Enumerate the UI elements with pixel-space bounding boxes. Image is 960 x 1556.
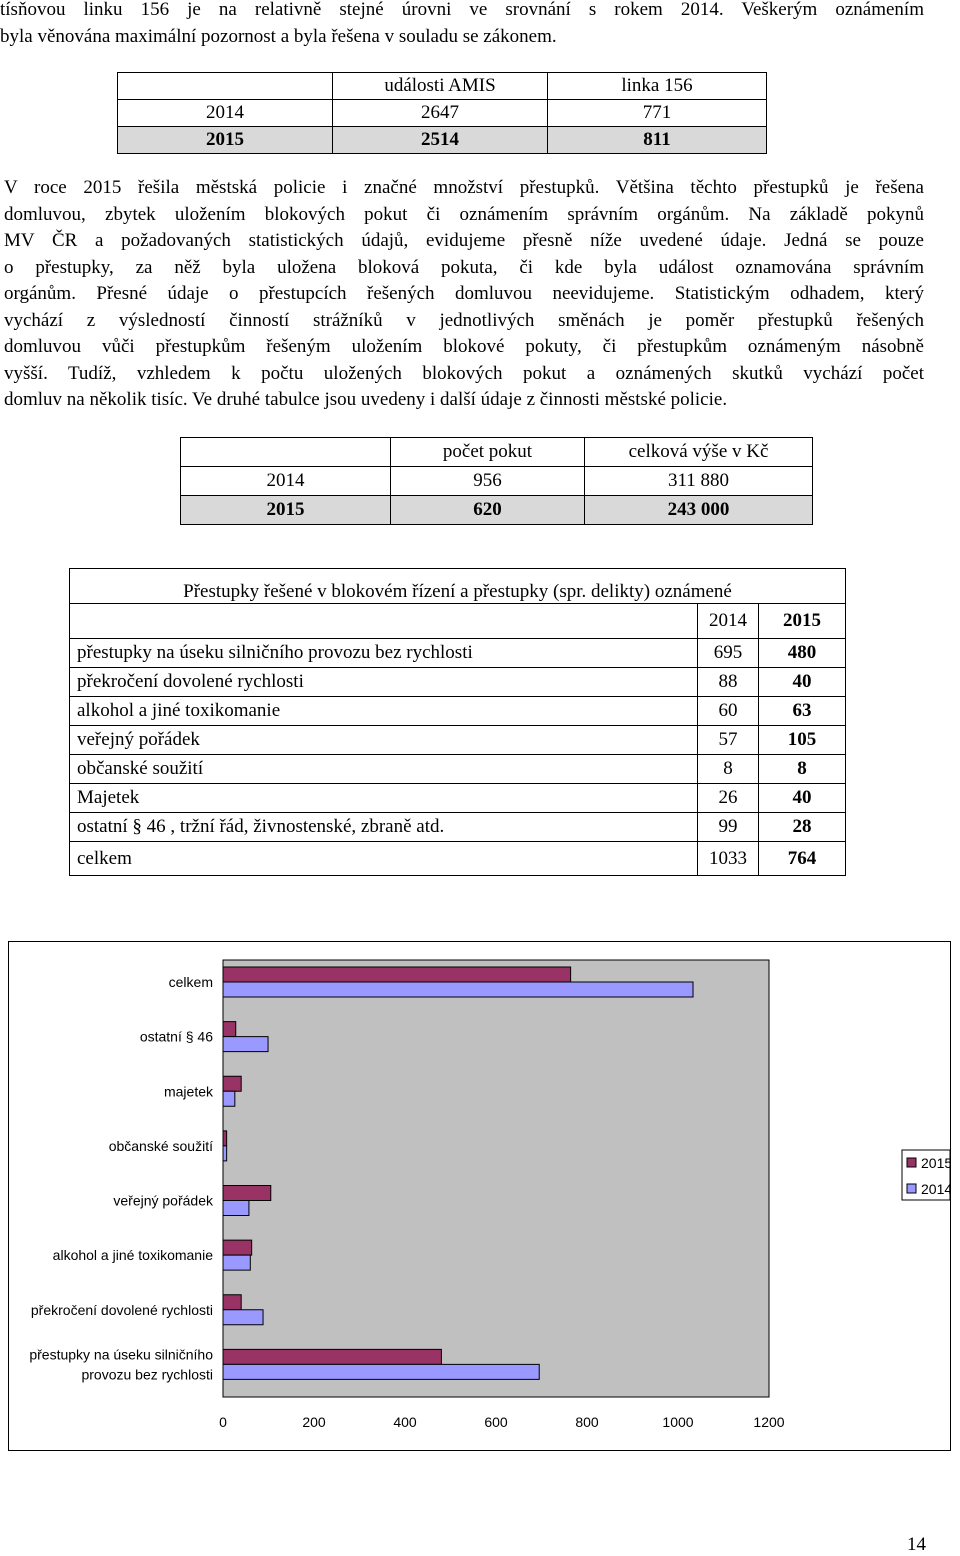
- value-2014: 88: [698, 668, 759, 697]
- table-row: [181, 467, 813, 496]
- value-2015: 480: [759, 639, 846, 668]
- value-2014: 8: [698, 755, 759, 784]
- amis-table: [117, 72, 767, 154]
- table-cell: 243 000: [585, 496, 813, 525]
- page-number: 14: [907, 1534, 926, 1555]
- table-cell: počet pokut: [391, 438, 585, 467]
- intro-paragraph: [0, 0, 924, 50]
- table-cell: linka 156: [548, 73, 767, 100]
- table-cell: 2014: [181, 467, 391, 496]
- text-line: domluvou, zbytek uložením blokových pokut či oznámením správním orgánům. Na základě pokynů: [4, 203, 924, 225]
- table-cell: 771: [548, 100, 767, 127]
- text-line: vyšší. Tudíž, vzhledem k počtu uložených blokových pokut a oznámených skutků vychází počet: [4, 362, 924, 384]
- table-row: [70, 668, 846, 697]
- value-2014: 99: [698, 813, 759, 842]
- bar-2015: [223, 1022, 236, 1037]
- x-tick-label: 600: [484, 1414, 508, 1430]
- table-cell: 2014: [118, 100, 333, 127]
- category-label: celkem: [168, 974, 213, 990]
- value-2015: 40: [759, 784, 846, 813]
- bar-2014: [223, 1091, 235, 1106]
- table-row: [70, 842, 846, 876]
- category-label: veřejný pořádek: [113, 1192, 213, 1209]
- bar-2014: [223, 1146, 227, 1161]
- text-line: MV ČR a požadovaných statistických údajů, evidujeme přesně níže uvedené údaje. Jedná se pouze: [4, 230, 924, 251]
- table-row: [118, 127, 767, 154]
- offences-table: [69, 568, 846, 876]
- x-tick-label: 1200: [753, 1414, 785, 1430]
- value-2015: 28: [759, 813, 846, 842]
- category-label: přestupky na úseku silničního: [29, 1346, 213, 1363]
- text-line: o přestupky, za něž byla uložena bloková pokuta, či kde byla událost oznamována správním: [4, 256, 924, 278]
- bar-2014: [223, 1255, 250, 1270]
- value-2015: 40: [759, 668, 846, 697]
- value-2015: 8: [759, 755, 846, 784]
- bar-2015: [223, 1186, 271, 1201]
- legend-swatch: [907, 1184, 916, 1193]
- value-2015: 105: [759, 726, 846, 755]
- bar-2015: [223, 1240, 252, 1255]
- bar-2014: [223, 1037, 268, 1052]
- row-label: Majetek: [70, 784, 698, 813]
- body-paragraph: [4, 175, 924, 414]
- category-label: občanské soužití: [108, 1137, 213, 1154]
- bar-2015: [223, 1131, 227, 1146]
- x-tick-label: 1000: [662, 1414, 694, 1430]
- value-2014: 60: [698, 697, 759, 726]
- plot-area: [223, 960, 769, 1397]
- row-label: ostatní § 46 , tržní řád, živnostenské, zbraně atd.: [70, 813, 698, 842]
- text-line: byla věnována maximální pozornost a byla řešena v souladu se zákonem.: [0, 25, 557, 47]
- table-cell: [118, 73, 333, 100]
- table-cell: 311 880: [585, 467, 813, 496]
- text-line: tísňovou linku 156 je na relativně stejné úrovni ve srovnání s rokem 2014. Veškerým oznámením: [0, 0, 924, 20]
- table-row: [70, 726, 846, 755]
- table-cell: [181, 438, 391, 467]
- table-header-row: [70, 604, 846, 639]
- table-cell: 2015: [118, 127, 333, 154]
- value-2014: 1033: [698, 842, 759, 876]
- value-2015: 63: [759, 697, 846, 726]
- row-label: celkem: [70, 842, 698, 876]
- row-label: alkohol a jiné toxikomanie: [70, 697, 698, 726]
- table-row: [70, 813, 846, 842]
- table-row: [70, 697, 846, 726]
- value-2014: 57: [698, 726, 759, 755]
- row-label: překročení dovolené rychlosti: [70, 668, 698, 697]
- x-tick-label: 200: [302, 1414, 326, 1430]
- bar-2015: [223, 1076, 241, 1091]
- table-cell: 2014: [698, 604, 759, 639]
- table-body: [70, 639, 846, 876]
- bar-2014: [223, 1364, 539, 1379]
- table-title: Přestupky řešené v blokovém řízení a přestupky (spr. delikty) oznámené: [70, 569, 846, 604]
- category-label: ostatní § 46: [139, 1028, 213, 1045]
- bar-2015: [223, 1295, 241, 1310]
- legend-swatch: [907, 1158, 916, 1167]
- fines-table: [180, 437, 813, 525]
- offences-chart: [8, 941, 951, 1451]
- value-2014: 695: [698, 639, 759, 668]
- table-row: [118, 100, 767, 127]
- table-row: [70, 755, 846, 784]
- table-row: [181, 496, 813, 525]
- bar-chart-svg: [9, 942, 950, 1450]
- row-label: přestupky na úseku silničního provozu bez rychlosti: [70, 639, 698, 668]
- table-header-row: [118, 73, 767, 100]
- x-tick-label: 800: [575, 1414, 599, 1430]
- table-cell: 956: [391, 467, 585, 496]
- x-tick-label: 0: [219, 1414, 227, 1430]
- table-cell: 620: [391, 496, 585, 525]
- bar-2014: [223, 1310, 263, 1325]
- table-row: [70, 784, 846, 813]
- row-label: občanské soužití: [70, 755, 698, 784]
- category-label: překročení dovolené rychlosti: [30, 1301, 213, 1318]
- table-cell: [70, 604, 698, 639]
- bar-2015: [223, 967, 571, 982]
- row-label: veřejný pořádek: [70, 726, 698, 755]
- table-cell: události AMIS: [333, 73, 548, 100]
- table-header-row: [181, 438, 813, 467]
- table-title-row: [70, 569, 846, 604]
- table-cell: 811: [548, 127, 767, 154]
- table-cell: 2647: [333, 100, 548, 127]
- table-cell: celková výše v Kč: [585, 438, 813, 467]
- value-2014: 26: [698, 784, 759, 813]
- table-cell: 2015: [181, 496, 391, 525]
- text-line: domluv na několik tisíc. Ve druhé tabulce jsou uvedeny i další údaje z činnosti městské policie.: [4, 389, 728, 410]
- category-label: provozu bez rychlosti: [81, 1366, 213, 1383]
- text-line: domluvou vůči přestupkům řešeným uložením blokové pokuty, či přestupkům oznámeným násobně: [4, 336, 924, 357]
- table-cell: 2015: [759, 604, 846, 639]
- table-cell: 2514: [333, 127, 548, 154]
- x-tick-label: 400: [393, 1414, 417, 1430]
- legend-label: 2015: [921, 1155, 950, 1171]
- text-line: vychází z výsledností činností strážníků v jednotlivých směnách je poměr přestupků řešených: [4, 309, 924, 331]
- bar-2014: [223, 1201, 249, 1216]
- legend-label: 2014: [921, 1181, 950, 1197]
- table-row: [70, 639, 846, 668]
- text-line: V roce 2015 řešila městská policie i značné množství přestupků. Většina těchto přestupků je řešena: [4, 177, 924, 198]
- value-2015: 764: [759, 842, 846, 876]
- category-label: alkohol a jiné toxikomanie: [52, 1247, 213, 1264]
- text-line: orgánům. Přesné údaje o přestupcích řešených domluvou neevidujeme. Statistickým odhadem, který: [4, 283, 924, 304]
- bar-2015: [223, 1349, 441, 1364]
- category-label: majetek: [163, 1083, 213, 1100]
- bar-2014: [223, 982, 693, 997]
